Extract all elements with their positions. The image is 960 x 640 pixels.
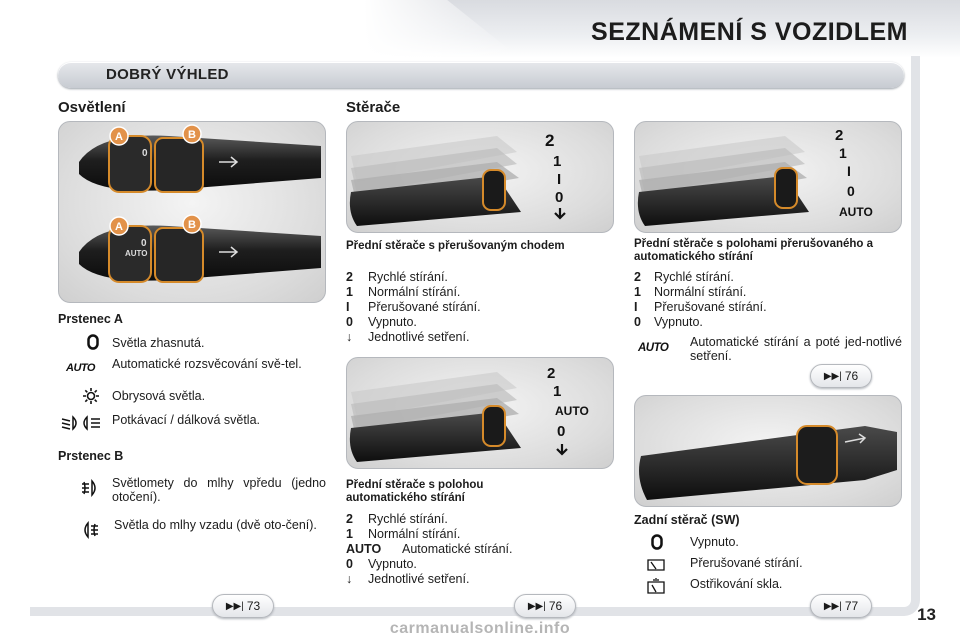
light-off-icon bbox=[84, 333, 102, 351]
lighting-heading: Osvětlení bbox=[58, 99, 126, 116]
front-fog-icon bbox=[78, 478, 102, 498]
page-number: 13 bbox=[917, 605, 936, 624]
skip-forward-icon: ▶▶| bbox=[225, 600, 244, 612]
skip-forward-icon: ▶▶| bbox=[823, 600, 842, 612]
callout-b-1: B bbox=[188, 129, 196, 141]
page-title: SEZNÁMENÍ S VOZIDLEM bbox=[591, 18, 908, 46]
wiper-int-text-1: Normální stírání. bbox=[368, 285, 461, 299]
ref-link-wipers-auto[interactable]: ▶▶| 76 bbox=[514, 594, 576, 618]
wiper-int-text-2: Přerušované stírání. bbox=[368, 300, 481, 314]
wiper-comb-auto-note: Automatické stírání a poté jed-notlivé setření. bbox=[690, 335, 902, 363]
wiper-comb-key-0: 2 bbox=[634, 270, 641, 284]
rear-wiper-text-2: Ostřikování skla. bbox=[690, 577, 783, 591]
ref-link-wipers-combined[interactable]: ▶▶| 76 bbox=[810, 364, 872, 388]
rear-wiper-off-icon bbox=[648, 533, 666, 551]
wiper-int-label-2: 2 bbox=[545, 131, 555, 150]
wiper-int-label-i: I bbox=[557, 171, 562, 188]
wiper-int-label-1: 1 bbox=[553, 153, 562, 170]
header-wedge bbox=[0, 0, 520, 58]
rear-washer-icon bbox=[646, 577, 666, 595]
rear-wiper-text-0: Vypnuto. bbox=[690, 535, 739, 549]
wiper-int-label-0: 0 bbox=[555, 189, 564, 206]
lighting-stalk-photo bbox=[58, 121, 326, 303]
wiper-auto-label-2: 2 bbox=[547, 365, 556, 382]
wiper-int-text-4: Jednotlivé setření. bbox=[368, 330, 470, 344]
rear-wiper-text-1: Přerušované stírání. bbox=[690, 556, 803, 570]
section-banner bbox=[58, 62, 904, 88]
wiper-comb-label-auto: AUTO bbox=[839, 205, 873, 219]
wiper-auto-key-0: 2 bbox=[346, 512, 353, 526]
wiper-int-key-0: 2 bbox=[346, 270, 353, 284]
ring-b-title: Prstenec B bbox=[58, 449, 124, 463]
wiper-int-key-3: 0 bbox=[346, 315, 353, 329]
skip-forward-icon: ▶▶| bbox=[823, 370, 842, 382]
wiper-comb-label-1: 1 bbox=[839, 145, 847, 161]
wiper-int-text-0: Rychlé stírání. bbox=[368, 270, 448, 284]
wiper-comb-label-0: 0 bbox=[847, 183, 855, 199]
rear-wiper-photo bbox=[634, 395, 902, 507]
switch-label-0-2: 0 bbox=[141, 238, 147, 249]
ring-b-item-0: Světlomety do mlhy vpředu (jedno otočení). bbox=[112, 476, 326, 504]
switch-label-0-1: 0 bbox=[142, 148, 148, 159]
wipers-heading: Stěrače bbox=[346, 99, 401, 116]
skip-forward-icon: ▶▶| bbox=[527, 600, 546, 612]
wiper-intermittent-photo bbox=[346, 121, 614, 233]
wiper-comb-key-2: I bbox=[634, 300, 638, 314]
wiper-comb-text-1: Normální stírání. bbox=[654, 285, 747, 299]
wiper-combined-title: Přední stěrače s polohami přerušovaného a automatického stírání bbox=[634, 238, 874, 263]
callout-a-1: A bbox=[115, 131, 123, 143]
switch-label-auto: AUTO bbox=[125, 249, 148, 258]
wiper-auto-label-0: 0 bbox=[557, 423, 566, 440]
callout-a-2: A bbox=[115, 221, 123, 233]
ring-b-item-1: Světla do mlhy vzadu (dvě oto-čení). bbox=[114, 518, 317, 532]
wiper-auto-label-1: 1 bbox=[553, 383, 562, 400]
wiper-auto-photo bbox=[346, 357, 614, 469]
rear-wiper-intermittent-icon bbox=[646, 556, 666, 574]
ring-a-item-1: Automatické rozsvěcování svě-tel. bbox=[112, 357, 302, 371]
auto-wipe-icon: AUTO bbox=[638, 342, 669, 354]
wiper-auto-key-1: 1 bbox=[346, 527, 353, 541]
wiper-comb-label-i: I bbox=[847, 163, 851, 179]
wiper-comb-text-2: Přerušované stírání. bbox=[654, 300, 767, 314]
wiper-int-text-3: Vypnuto. bbox=[368, 315, 417, 329]
wiper-auto-text-1: Normální stírání. bbox=[368, 527, 461, 541]
ref-link-rear-wiper[interactable]: ▶▶| 77 bbox=[810, 594, 872, 618]
wiper-auto-key-3: 0 bbox=[346, 557, 353, 571]
wiper-comb-key-1: 1 bbox=[634, 285, 641, 299]
wiper-auto-key-2: AUTO bbox=[346, 542, 382, 556]
sidelights-icon bbox=[80, 386, 102, 406]
wiper-intermittent-title: Přední stěrače s přerušovaným chodem bbox=[346, 240, 565, 252]
ring-a-item-2: Obrysová světla. bbox=[112, 389, 206, 403]
wiper-auto-title: Přední stěrače s polohou automatického stírání bbox=[346, 479, 484, 504]
wiper-comb-text-0: Rychlé stírání. bbox=[654, 270, 734, 284]
wiper-auto-label-auto: AUTO bbox=[555, 404, 589, 418]
rear-fog-icon bbox=[78, 520, 102, 540]
ring-a-item-0: Světla zhasnutá. bbox=[112, 336, 205, 350]
wiper-comb-key-3: 0 bbox=[634, 315, 641, 329]
wiper-int-key-1: 1 bbox=[346, 285, 353, 299]
wiper-auto-text-4: Jednotlivé setření. bbox=[368, 572, 470, 586]
ref-link-lighting[interactable]: ▶▶| 73 bbox=[212, 594, 274, 618]
wiper-auto-text-3: Vypnuto. bbox=[368, 557, 417, 571]
watermark: carmanualsonline.info bbox=[389, 620, 571, 637]
wiper-combined-photo bbox=[634, 121, 902, 233]
wiper-comb-label-2: 2 bbox=[835, 127, 844, 144]
wiper-auto-key-4: ↓ bbox=[346, 572, 353, 586]
callout-b-2: B bbox=[188, 219, 196, 231]
section-banner-label: DOBRÝ VÝHLED bbox=[106, 66, 229, 83]
wiper-auto-text-2: Automatické stírání. bbox=[402, 542, 513, 556]
dipped-main-beam-icon bbox=[60, 413, 102, 433]
auto-light-icon: AUTO bbox=[66, 362, 95, 374]
ring-a-title: Prstenec A bbox=[58, 312, 123, 326]
wiper-int-key-2: I bbox=[346, 300, 350, 314]
ring-a-item-3: Potkávací / dálková světla. bbox=[112, 413, 260, 427]
rear-wiper-title: Zadní stěrač (SW) bbox=[634, 513, 740, 527]
wiper-int-key-4: ↓ bbox=[346, 330, 353, 344]
wiper-comb-text-3: Vypnuto. bbox=[654, 315, 703, 329]
wiper-auto-text-0: Rychlé stírání. bbox=[368, 512, 448, 526]
